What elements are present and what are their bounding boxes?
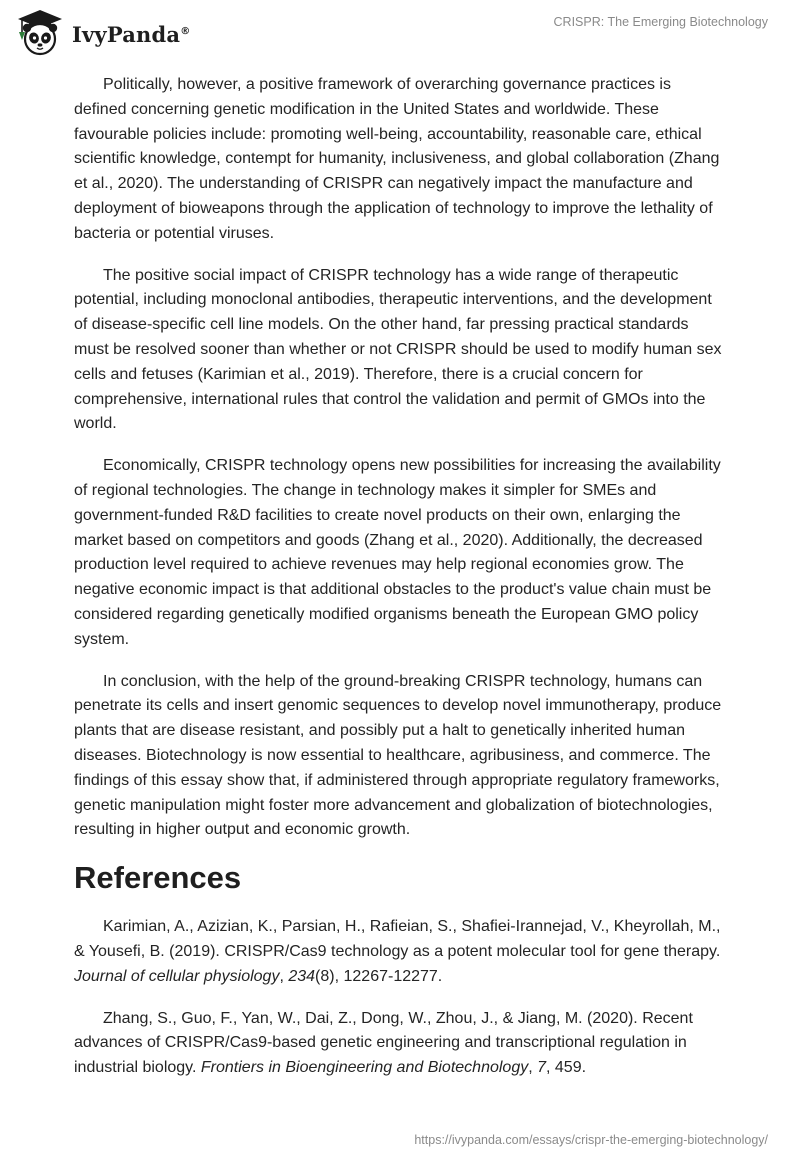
body-paragraph: Economically, CRISPR technology opens new possibilities for increasing the availability of regional technologies. The change in technology makes it simpler for SMEs and government-funded R&D facilities to create novel products on their own, enlarging the market based on competitors and goods (Zhang et al., 2020). Additionally, the decreased production level required to achieve revenues may help regional economies grow. The negative economic impact is that additional obstacles to the product's value chain must be considered regarding genetically modified organisms beneath the European GMO policy system.: [74, 457, 721, 648]
essay-content: [74, 73, 726, 1098]
reference-volume: 7: [537, 1059, 547, 1077]
brand-name: IvyPanda®: [72, 21, 191, 47]
body-paragraph: In conclusion, with the help of the ground-breaking CRISPR technology, humans can penetrate its cells and insert genomic sequences to develop novel immunotherapy, produce plants that are disease resistant, and possibly put a halt to genetically inherited human diseases. Biotechnology is now essential to healthcare, agribusiness, and commerce. The findings of this essay show that, if administered through appropriate regulatory frameworks, genetic manipulation might foster more advancement and globalization of biotechnologies, resulting in higher output and economic growth.: [74, 672, 722, 839]
body-paragraph: The positive social impact of CRISPR technology has a wide range of therapeutic potential, including monoclonal antibodies, therapeutic interventions, and the development of disease-specific cell line models. On the other hand, far pressing practical standards must be resolved sooner than whether or not CRISPR should be used to modify human sex cells and fetuses (Karimian et al., 2019). Therefore, there is a crucial concern for comprehensive, international rules that control the validation and permit of GMOs into the world.: [74, 266, 722, 433]
references-heading: References: [74, 860, 242, 896]
reference-text: Zhang, S., Guo, F., Yan, W., Dai, Z., Dong, W., Zhou, J., & Jiang, M. (2020). Recent advances of CRISPR/Cas9-based genetic engineering and transcriptional regulation in industrial biology.: [74, 1009, 693, 1077]
document-title: CRISPR: The Emerging Biotechnology: [553, 15, 768, 29]
reference-item: Karimian, A., Azizian, K., Parsian, H., Rafieian, S., Shafiei-Irannejad, V., Kheyrollah, M., & Yousefi, B. (2019). CRISPR/Cas9 technology as a potent molecular tool for gene therapy. Journal of cellular physiology, 234(8), 12267-12277.: [74, 918, 721, 985]
reference-volume: 234: [288, 967, 316, 985]
reference-journal: Journal of cellular physiology: [74, 967, 280, 985]
page-header: [0, 0, 800, 70]
body-paragraph: Politically, however, a positive framework of overarching governance practices is defined concerning genetic modification in the United States and worldwide. These favourable policies include: promoting well-being, accountability, reasonable care, ethical scientific knowledge, contempt for humanity, inclusiveness, and global collaboration (Zhang et al., 2020). The understanding of CRISPR can negatively impact the manufacture and deployment of bioweapons through the application of technology to improve the lethality of bacteria or potential viruses.: [74, 76, 720, 242]
panda-graduate-icon: [14, 8, 66, 58]
brand-logo[interactable]: [14, 8, 190, 58]
reference-item: Zhang, S., Guo, F., Yan, W., Dai, Z., Dong, W., Zhou, J., & Jiang, M. (2020). Recent advances of CRISPR/Cas9-based genetic engineering and transcriptional regulation in industrial biology. Frontiers in Bioengineering and Biotechnology, 7, 459.: [74, 1009, 693, 1077]
source-url-link[interactable]: https://ivypanda.com/essays/crispr-the-emerging-biotechnology/: [414, 1133, 768, 1147]
reference-pages: , 459.: [546, 1059, 587, 1077]
reference-text: Karimian, A., Azizian, K., Parsian, H., Rafieian, S., Shafiei-Irannejad, V., Kheyrollah, M., & Yousefi, B. (2019). CRISPR/Cas9 technology as a potent molecular tool for gene therapy.: [74, 918, 721, 960]
reference-journal: Frontiers in Bioengineering and Biotechnology: [200, 1059, 529, 1077]
reference-pages: (8), 12267-12277.: [315, 967, 443, 985]
